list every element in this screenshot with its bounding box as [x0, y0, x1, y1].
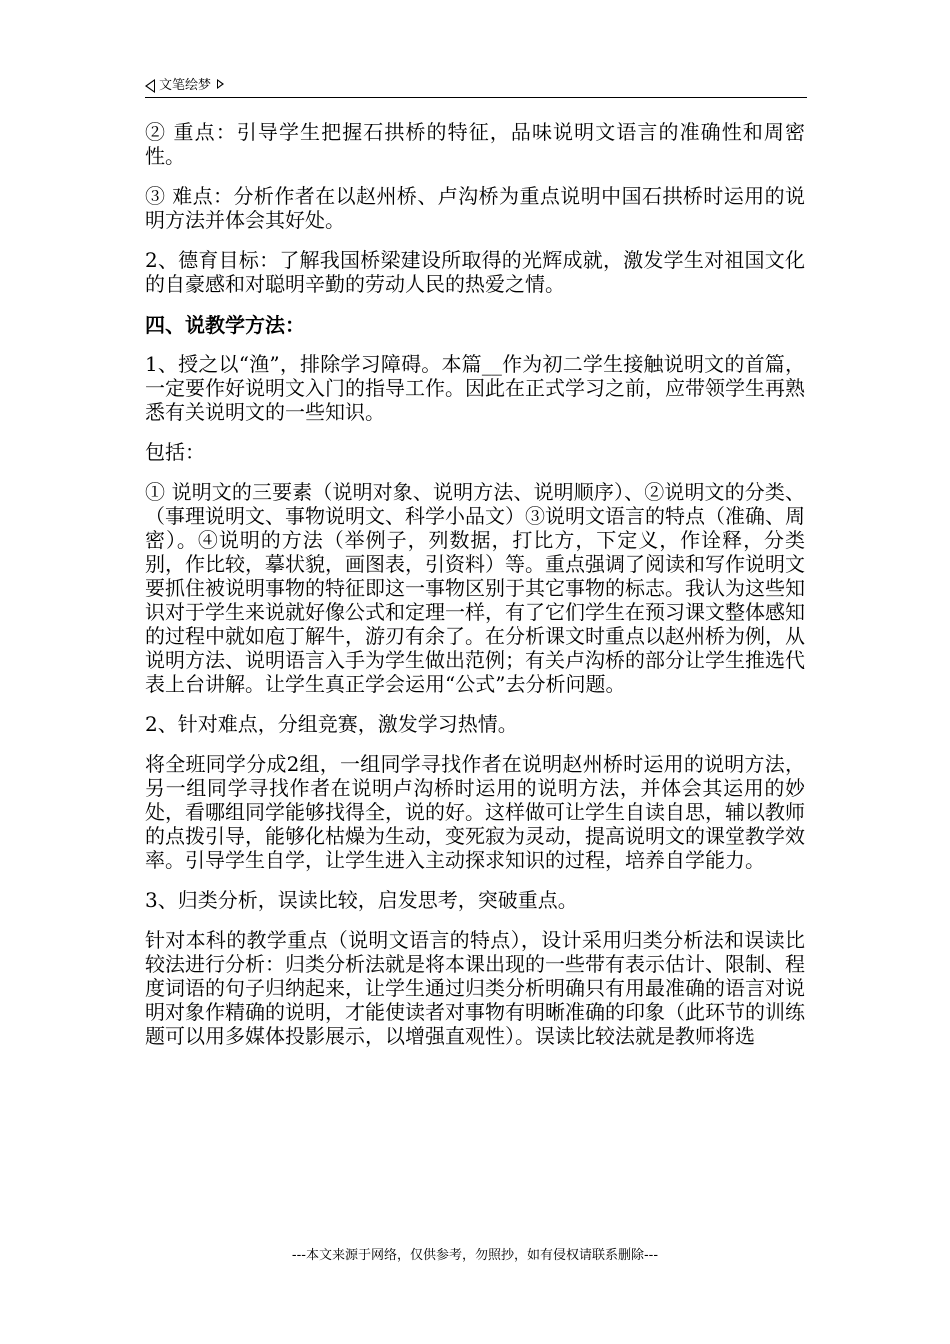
page-header — [145, 78, 807, 98]
paragraph-group-competition: 将全班同学分成2组，一组同学寻找作者在说明赵州桥时运用的说明方法，另一组同学寻找作者在说明卢沟桥时运用的说明方法，并体会其运用的妙处，看哪组同学能够找得全，说的好。这样做可让学生自读自思，辅以教师的点拨引导，能够化枯燥为生动，变死寂为灵动，提高说明文的课堂教学效率。引导学生自学，让学生进入主动探求知识的过程，培养自学能力。 — [145, 752, 805, 872]
paragraph-knowledge-list: ① 说明文的三要素（说明对象、说明方法、说明顺序）、②说明文的分类、（事理说明文、事物说明文、科学小品文）③说明文语言的特点（准确、周密）。④说明的方法（举例子，列数据，打比方，下定义，作诠释，分类别，作比较，摹状貌，画图表，引资料）等。重点强调了阅读和写作说明文要抓住被说明事物的特征即这一事物区别于其它事物的标志。我认为这些知识对于学生来说就好像公式和定理一样，有了它们学生在预习课文整体感知的过程中就如庖丁解牛，游刃有余了。在分析课文时重点以赵州桥为例，从说明方法、说明语言入手为学生做出范例；有关卢沟桥的部分让学生推选代表上台讲解。让学生真正学会运用“公式”去分析问题。 — [145, 480, 805, 696]
section-heading: 四、说教学方法： — [145, 313, 305, 337]
paragraph-difficulty: ③ 难点：分析作者在以赵州桥、卢沟桥为重点说明中国石拱桥时运用的说明方法并体会其好处。 — [145, 184, 805, 232]
header-divider — [145, 97, 807, 98]
paragraph-key-point: ② 重点：引导学生把握石拱桥的特征，品味说明文语言的准确性和周密性。 — [145, 120, 805, 168]
paragraph-includes: 包括： — [145, 440, 205, 464]
paragraph-method-1: 1、授之以“渔”，排除学习障碍。本篇__作为初二学生接触说明文的首篇，一定要作好说明文入门的指导工作。因此在正式学习之前，应带领学生再熟悉有关说明文的一些知识。 — [145, 352, 805, 424]
triangle-left-icon — [145, 79, 155, 93]
paragraph-method-2: 2、针对难点，分组竞赛，激发学习热情。 — [145, 712, 518, 736]
header-brand — [145, 78, 224, 94]
brand-label: 文笔绘梦 — [159, 78, 212, 93]
footer-notice: ---本文来源于网络，仅供参考，勿照抄，如有侵权请联系删除--- — [291, 1248, 659, 1263]
document-body — [145, 120, 805, 1064]
triangle-right-icon — [217, 79, 224, 89]
paragraph-method-3: 3、归类分析，误读比较，启发思考，突破重点。 — [145, 888, 578, 912]
paragraph-analysis: 针对本科的教学重点（说明文语言的特点），设计采用归类分析法和误读比较法进行分析：归类分析法就是将本课出现的一些带有表示估计、限制、程度词语的句子归纳起来，让学生通过归类分析明确只有用最准确的语言对说明对象作精确的说明，才能使读者对事物有明晰准确的印象（此环节的训练题可以用多媒体投影展示，以增强直观性）。误读比较法就是教师将选 — [145, 928, 805, 1048]
paragraph-moral-goal: 2、德育目标：了解我国桥梁建设所取得的光辉成就，激发学生对祖国文化的自豪感和对聪明辛勤的劳动人民的热爱之情。 — [145, 248, 805, 296]
